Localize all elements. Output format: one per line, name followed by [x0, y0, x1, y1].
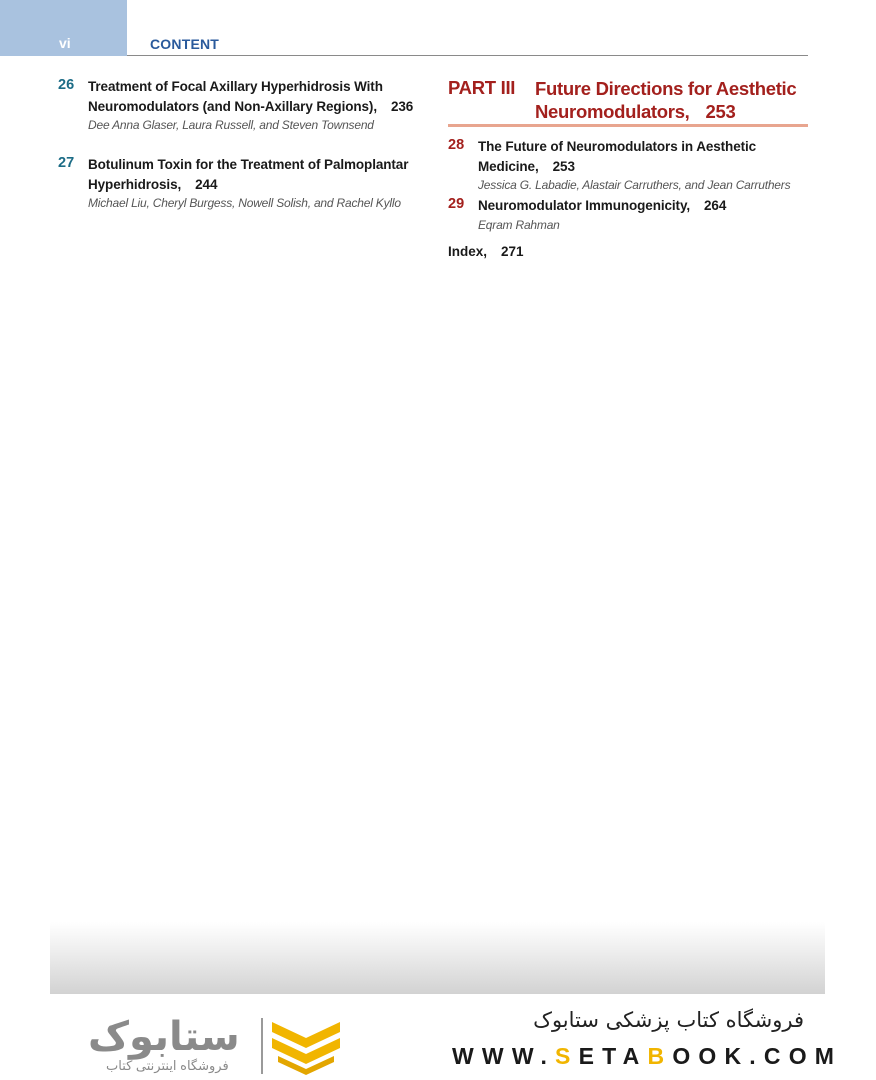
chapter-authors: Jessica G. Labadie, Alastair Carruthers, and Jean Carruthers — [478, 178, 791, 192]
index-entry[interactable] — [448, 244, 524, 259]
chapter-authors: Eqram Rahman — [478, 217, 560, 232]
index-label: Index, — [448, 244, 488, 259]
part-page: 253 — [705, 101, 736, 122]
chapter-page: 264 — [704, 198, 727, 213]
chapter-number: 26 — [58, 77, 75, 93]
chapter-title: Botulinum Toxin for the Treatment of Palmoplantar Hyperhidrosis, 244 — [88, 157, 409, 192]
chapter-authors: Michael Liu, Cheryl Burgess, Nowell Solish, and Rachel Kyllo — [88, 196, 401, 210]
footer-shadow — [50, 922, 825, 994]
part-rule — [448, 124, 808, 127]
store-name: فروشگاه کتاب پزشکی ستابوک — [533, 1008, 804, 1032]
setabook-logo[interactable] — [88, 1014, 348, 1080]
chapter-page: 244 — [195, 176, 218, 192]
logo-divider — [261, 1018, 263, 1074]
chapter-page: 236 — [390, 98, 414, 114]
index-page: 271 — [501, 244, 524, 259]
chapter-authors: Dee Anna Glaser, Laura Russell, and Steven Townsend — [88, 118, 374, 132]
chapter-title: Neuromodulator Immunogenicity, 264 — [478, 198, 727, 213]
chapter-title: Treatment of Focal Axillary Hyperhidrosis With Neuromodulators (and Non-Axillary Regions), 236 — [88, 79, 414, 114]
header-rule — [127, 55, 808, 56]
chapter-number: 28 — [448, 137, 465, 153]
page-number: vi — [59, 35, 71, 51]
part-title: Future Directions for Aesthetic Neuromodulators, 253 — [535, 78, 797, 122]
chapter-title: The Future of Neuromodulators in Aesthetic Medicine, 253 — [478, 139, 757, 174]
running-head: CONTENT — [150, 36, 220, 52]
open-book-chevron-icon — [270, 1018, 342, 1076]
chapter-page: 253 — [552, 158, 575, 174]
website-url[interactable]: WWW.SETABOOK.COM — [452, 1043, 843, 1069]
logo-tagline: فروشگاه اینترنتی کتاب — [106, 1058, 229, 1073]
chapter-number: 27 — [58, 155, 75, 171]
chapter-number: 29 — [448, 196, 465, 212]
part-label: PART III — [448, 77, 516, 98]
logo-wordmark: ستابوک — [88, 1015, 240, 1059]
